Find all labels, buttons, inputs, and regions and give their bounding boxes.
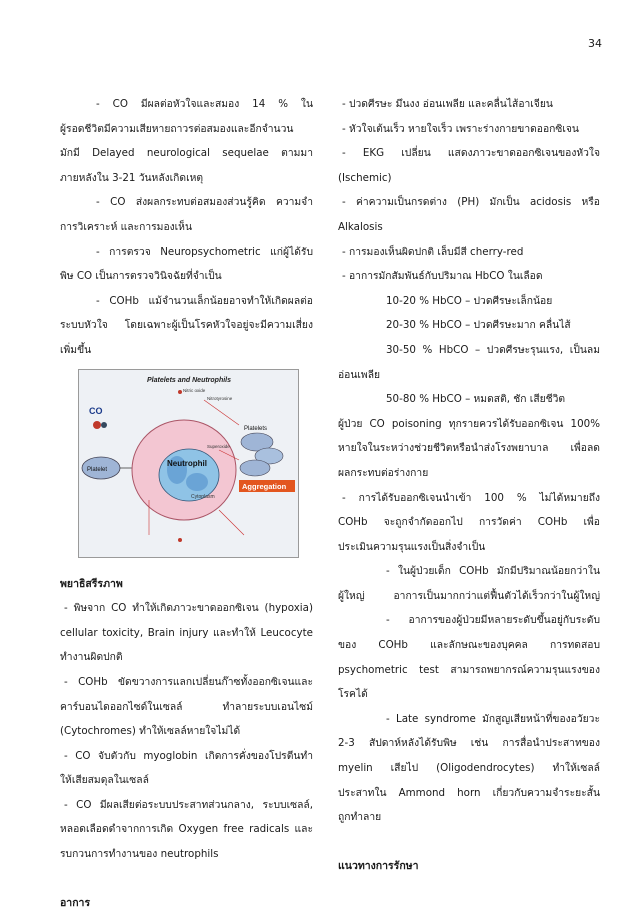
text-line: หายใจในระหว่างช่วยชีวิตหรือนำส่งโรงพยาบาล เพื่อลด [338, 442, 600, 455]
text-line: 2-3 สัปดาห์หลังได้รับพิษ เช่น การสื่อนำประสาทของ [338, 737, 600, 750]
right-column [338, 92, 600, 878]
text-line: - CO มีผลต่อหัวใจและสมอง 14 % ใน [96, 98, 313, 110]
section-heading-treatment: แนวทางการรักษา [338, 859, 419, 872]
text-line: ผู้ป่วย CO poisoning ทุกรายควรได้รับออกซิเจน 100% [338, 417, 600, 430]
text-line: ของ COHb และลักษณะของบุคคล การทดสอบ [338, 639, 600, 652]
text-line: ทำงานผิดปกติ [60, 651, 123, 664]
text-line: - การตรวจ Neuropsychometric แก่ผู้ได้รับ [96, 245, 313, 258]
page-number: 34 [588, 37, 602, 50]
platelets-label: Platelets [244, 425, 268, 432]
text-line: - การมองเห็นผิดปกติ เล็บมีสี cherry-red [342, 245, 524, 258]
text-line: psychometric test สามารถพยากรณ์ความรุนแรงของ [338, 663, 600, 676]
text-line: - หัวใจเต้นเร็ว หายใจเร็ว เพราะร่างกายขาดออกซิเจน [342, 122, 579, 135]
text-line: 50-80 % HbCO – หมดสติ, ชัก เสียชีวิต [386, 393, 566, 406]
superoxide-label: Superoxide [207, 443, 230, 449]
text-line: (Cytochromes) ทำให้เซลล์หายใจไม่ได้ [60, 725, 241, 738]
section-heading-symptoms: อาการ [60, 896, 91, 909]
text-line: - ในผู้ป่วยเด็ก COHb มักมีปริมาณน้อยกว่าใน [386, 565, 600, 578]
text-line: myelin เสียไป (Oligodendrocytes) ทำให้เซลล์ [338, 762, 600, 775]
text-line: ผู้รอดชีวิตมีความเสียหายถาวรต่อสมองและอีกจำนวน [60, 122, 294, 135]
text-line: มักมี Delayed neurological sequelae ตามมา [60, 147, 313, 160]
text-line: ผลกระทบต่อร่างกาย [338, 466, 429, 479]
text-line: cellular toxicity, Brain injury และทำให้ Leucocyte [60, 626, 313, 639]
nitric-oxide-label: Nitric oxide [183, 387, 206, 393]
text-line: ภายหลังใน 3-21 วันหลังเกิดเหตุ [60, 171, 204, 184]
text-line: ประสาทใน Ammond horn เกี่ยวกับความจำระยะสั้น [338, 786, 600, 799]
text-line: ให้เสียสมดุลในเซลล์ [60, 774, 149, 787]
text-line: COHb จะถูกจำกัดออกไป การวัดค่า COHb เพื่อ [338, 516, 600, 529]
text-line: เพิ่มขึ้น [60, 343, 92, 356]
platelet-label: Platelet [87, 466, 108, 473]
text-line: - การได้รับออกซิเจนนำเข้า 100 % ไม่ได้หมายถึง [342, 491, 600, 504]
platelet-icon [82, 457, 120, 479]
text-line: ถูกทำลาย [338, 811, 382, 824]
text-line: - CO ส่งผลกระทบต่อสมองส่วนรู้คิด ความจำ [96, 196, 313, 209]
text-line: อ่อนเพลีย [338, 368, 381, 381]
text-line: - พิษจาก CO ทำให้เกิดภาวะขาดออกซิเจน (hypoxia) [64, 602, 313, 615]
text-line: - COHb แม้จำนวนเล็กน้อยอาจทำให้เกิดผลต่อ [96, 294, 313, 307]
text-line: - ค่าความเป็นกรดต่าง (PH) มักเป็น acidosis หรือ [342, 196, 600, 209]
section-heading-pathophysiology: พยาธิสรีรภาพ [60, 577, 123, 590]
platelets-neutrophils-figure [78, 369, 299, 558]
text-line: 20-30 % HbCO – ปวดศีรษะมาก คลื่นไส้ [386, 319, 571, 332]
text-line: - ปวดศีรษะ มึนงง อ่อนเพลีย และคลื่นไส้อาเจียน [342, 98, 553, 110]
text-line: รบกวนการทำงานของ neutrophils [60, 848, 219, 861]
text-line: ระบบหัวใจ โดยเฉพาะผู้เป็นโรคหัวใจอยู่จะมีความเสี่ยง [60, 319, 313, 332]
text-line: - อาการของผู้ป่วยมีหลายระดับขึ้นอยู่กับระดับ [386, 614, 600, 627]
text-line: - CO มีผลเสียต่อระบบประสาทส่วนกลาง, ระบบเซลล์, [64, 798, 313, 811]
aggregation-label: Aggregation [242, 481, 287, 491]
text-line: - Late syndrome มักสูญเสียหน้าที่ของอวัยวะ [386, 712, 600, 725]
text-line: Alkalosis [338, 220, 383, 233]
neutrophil-cell-icon [132, 420, 236, 520]
figure-illustration [79, 370, 298, 557]
text-line: ผู้ใหญ่ อาการเป็นมากกว่าแต่ฟื้นตัวได้เร็วกว่าในผู้ใหญ่ [338, 589, 600, 602]
text-line: 30-50 % HbCO – ปวดศีรษะรุนแรง, เป็นลม [386, 343, 600, 356]
figure-title: Platelets and Neutrophils [147, 376, 232, 384]
text-line: ประเมินความรุนแรงเป็นสิ่งจำเป็น [338, 540, 486, 553]
text-line: หลอดเลือดดำจากการเกิด Oxygen free radicals และ [60, 823, 313, 836]
text-line: (Ischemic) [338, 171, 392, 184]
co-label: CO [89, 405, 103, 416]
cytoplasm-label: Cytoplasm [191, 493, 215, 500]
text-line: การวิเคราะห์ และการมองเห็น [60, 220, 193, 233]
text-line: 10-20 % HbCO – ปวดศีรษะเล็กน้อย [386, 294, 553, 307]
neutrophil-label: Neutrophil [167, 458, 207, 468]
text-line: - อาการมักสัมพันธ์กับปริมาณ HbCO ในเลือด [342, 270, 543, 283]
text-line: - EKG เปลี่ยน แสดงภาวะขาดออกซิเจนของหัวใจ [342, 147, 600, 160]
text-line: โรคได้ [338, 688, 368, 701]
text-line: - CO จับตัวกับ myoglobin เกิดการคั่งของโปรตีนทำ [64, 749, 313, 762]
text-line: คาร์บอนไดออกไซด์ในเซลล์ ทำลายระบบเอนไซม์ [60, 700, 313, 713]
text-line: - COHb ขัดขวางการแลกเปลี่ยนก๊าซทั้งออกซิเจนและ [64, 675, 313, 688]
text-line: พิษ CO เป็นการตรวจวินิจฉัยที่จำเป็น [60, 270, 222, 283]
left-column [60, 92, 313, 915]
nitrotyrosine-label: Nitrotyrosine [207, 395, 233, 401]
